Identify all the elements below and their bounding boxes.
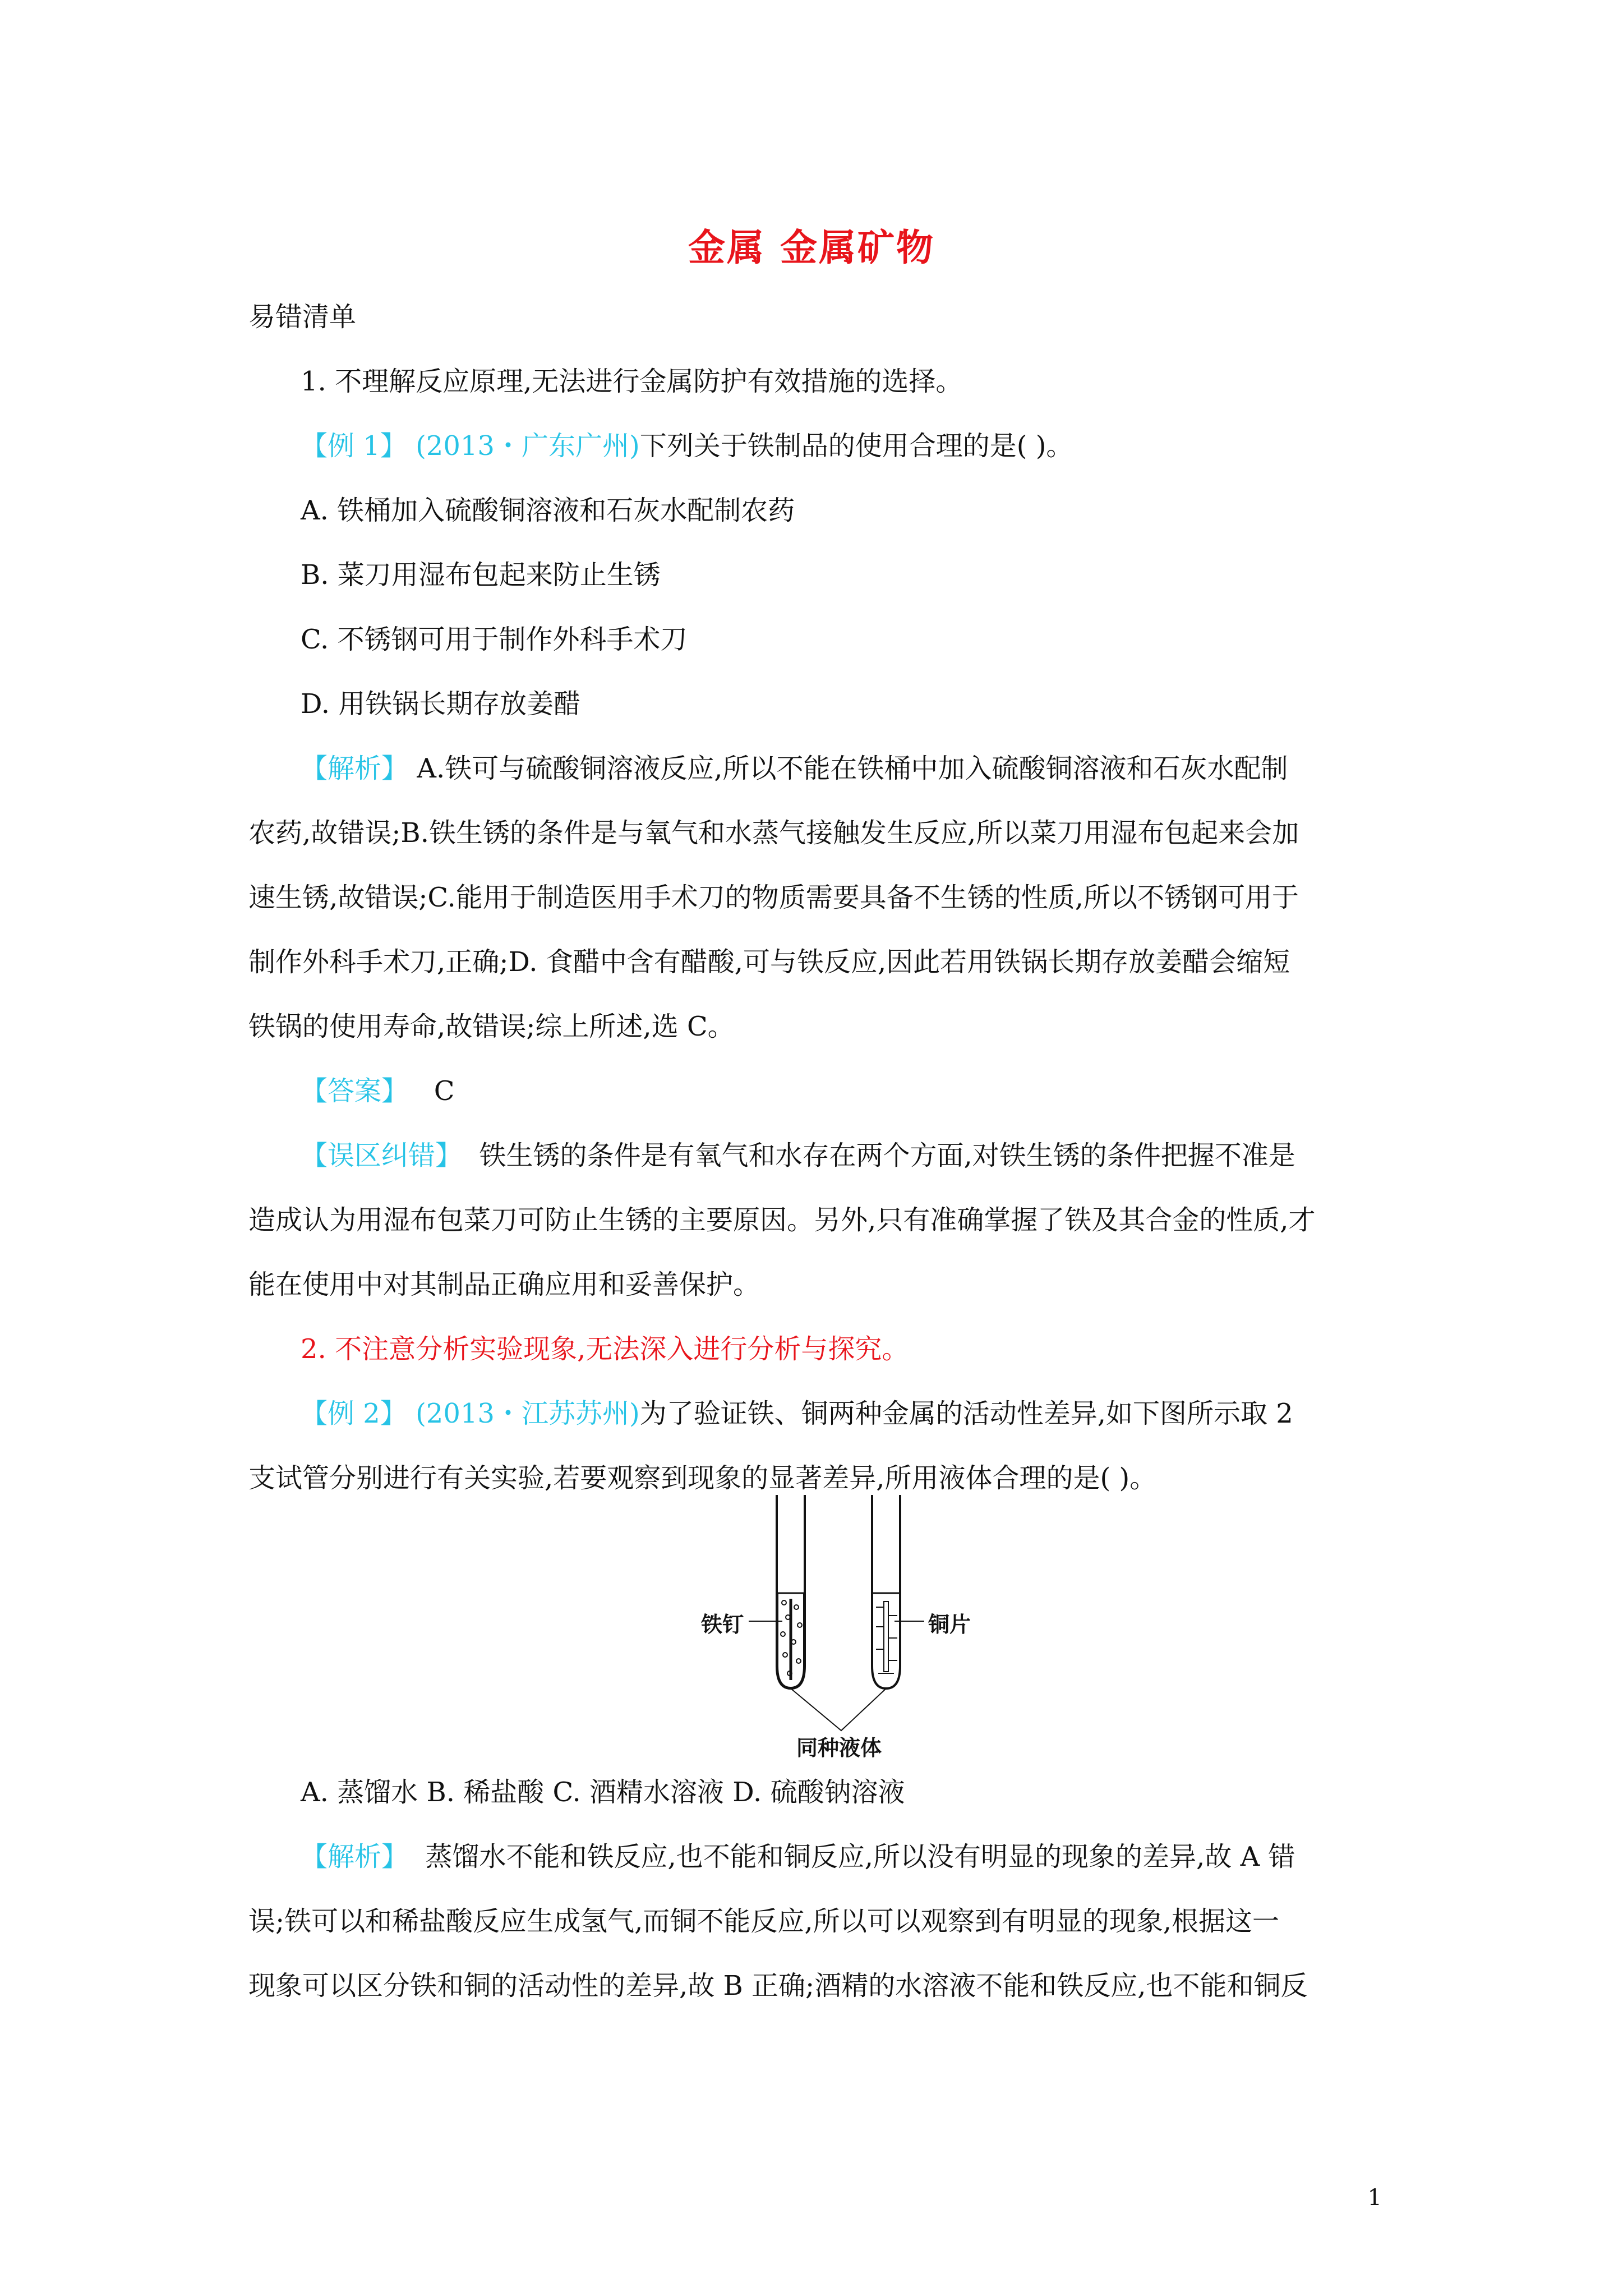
example-1-correction-text: 铁生锈的条件是有氧气和水存在两个方面,对铁生锈的条件把握不准是 <box>479 1140 1295 1171</box>
example-1-correction-line: 造成认为用湿布包菜刀可防止生锈的主要原因。另外,只有准确掌握了铁及其合金的性质,才 <box>248 1204 1316 1236</box>
right-test-tube <box>872 1495 900 1688</box>
example-2-question-text: 为了验证铁、铜两种金属的活动性差异,如下图所示取 2 <box>639 1398 1293 1429</box>
example-1-option-d: D. 用铁锅长期存放姜醋 <box>301 688 581 720</box>
example-1-answer <box>301 1074 455 1108</box>
example-1-analysis-line <box>301 752 1288 785</box>
item-2-number: 2. <box>301 1333 326 1365</box>
bottom-label-leader <box>791 1688 886 1731</box>
example-1-correction-line: 能在使用中对其制品正确应用和妥善保护。 <box>248 1269 760 1300</box>
test-tube-figure <box>701 1495 1015 1759</box>
example-2-question <box>301 1397 1293 1430</box>
example-2-options: A. 蒸馏水 B. 稀盐酸 C. 酒精水溶液 D. 硫酸钠溶液 <box>301 1777 905 1808</box>
example-2-question-continued: 支试管分别进行有关实验,若要观察到现象的显著差异,所用液体合理的是( )。 <box>248 1462 1157 1494</box>
example-1-tag: 【例 1】 <box>301 430 407 462</box>
same-liquid-label: 同种液体 <box>796 1736 882 1760</box>
example-2-tag: 【例 2】 <box>301 1398 407 1429</box>
section-label: 易错清单 <box>248 301 357 333</box>
copper-sheet-label: 铜片 <box>928 1612 971 1637</box>
item-1-text: 不理解反应原理,无法进行金属防护有效措施的选择。 <box>335 366 963 397</box>
item-1 <box>301 365 962 398</box>
example-1-analysis-text: A.铁可与硫酸铜溶液反应,所以不能在铁桶中加入硫酸铜溶液和石灰水配制 <box>417 753 1288 784</box>
example-1-option-c: C. 不锈钢可用于制作外科手术刀 <box>301 624 688 655</box>
example-1-answer-value: C <box>434 1075 455 1107</box>
example-1-analysis-line: 铁锅的使用寿命,故错误;综上所述,选 C。 <box>248 1011 735 1042</box>
page-title: 金属 金属矿物 <box>688 226 935 269</box>
example-1-option-a: A. 铁桶加入硫酸铜溶液和石灰水配制农药 <box>301 495 795 526</box>
example-1-option-b: B. 菜刀用湿布包起来防止生锈 <box>301 559 661 591</box>
example-2-analysis-line: 现象可以区分铁和铜的活动性的差异,故 B 正确;酒精的水溶液不能和铁反应,也不能和铜反 <box>248 1970 1308 2001</box>
item-1-number: 1. <box>301 366 326 397</box>
page-number: 1 <box>1367 2185 1382 2211</box>
example-1-source: (2013・广东广州) <box>416 430 640 462</box>
left-test-tube <box>777 1495 805 1688</box>
item-2 <box>301 1332 909 1366</box>
example-2-analysis-line: 误;铁可以和稀盐酸反应生成氢气,而铜不能反应,所以可以观察到有明显的现象,根据这一 <box>248 1906 1279 1937</box>
example-1-analysis-line: 速生锈,故错误;C.能用于制造医用手术刀的物质需要具备不生锈的性质,所以不锈钢可用于 <box>248 882 1299 913</box>
example-1-correction-tag: 【误区纠错】 <box>301 1140 463 1171</box>
example-1-analysis-line: 制作外科手术刀,正确;D. 食醋中含有醋酸,可与铁反应,因此若用铁锅长期存放姜醋会缩短 <box>248 946 1290 978</box>
example-1-correction-line <box>301 1139 1295 1172</box>
example-1-analysis-tag: 【解析】 <box>301 753 409 784</box>
example-1-question <box>301 429 1073 463</box>
example-1-analysis-line: 农药,故错误;B.铁生锈的条件是与氧气和水蒸气接触发生反应,所以菜刀用湿布包起来会加 <box>248 817 1299 849</box>
example-2-analysis-line <box>301 1840 1295 1874</box>
example-2-analysis-text: 蒸馏水不能和铁反应,也不能和铜反应,所以没有明显的现象的差异,故 A 错 <box>425 1841 1295 1872</box>
iron-nail-label: 铁钉 <box>701 1612 744 1637</box>
example-2-analysis-tag: 【解析】 <box>301 1841 409 1872</box>
example-1-question-text: 下列关于铁制品的使用合理的是( )。 <box>639 430 1073 462</box>
example-2-source: (2013・江苏苏州) <box>416 1398 640 1429</box>
item-2-text: 不注意分析实验现象,无法深入进行分析与探究。 <box>335 1333 909 1365</box>
example-1-answer-tag: 【答案】 <box>301 1075 409 1107</box>
